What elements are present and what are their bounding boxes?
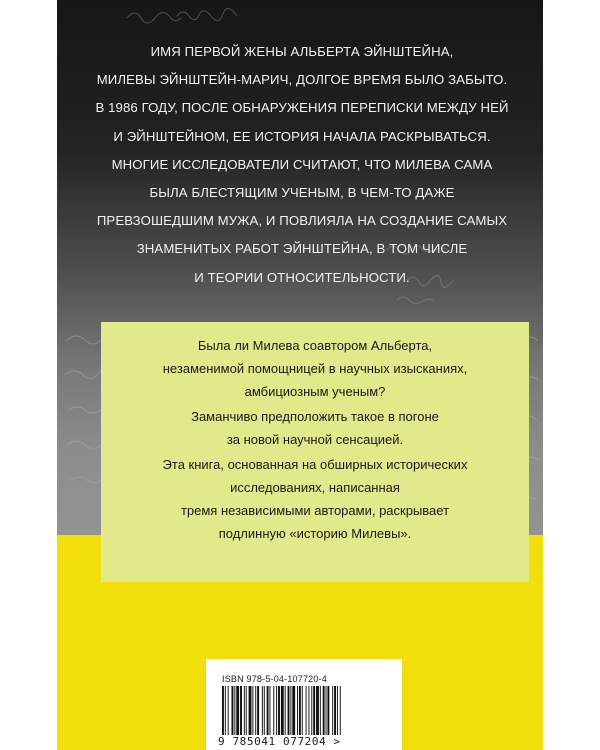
intro-line: И ЭЙНШТЕЙНОМ, ЕЕ ИСТОРИЯ НАЧАЛА РАСКРЫВАТЬСЯ. <box>113 128 491 144</box>
quote-line: амбициозным ученым? <box>244 384 386 399</box>
isbn-label: ISBN 978-5-04-107720-4 <box>222 674 327 684</box>
quote-box <box>101 322 529 582</box>
quote-paragraph <box>101 334 529 545</box>
quote-line: подлинную «историю Милевы». <box>218 526 412 541</box>
quote-line: незаменимой помощницей в научных изысканиях, <box>162 361 468 376</box>
intro-line: ИМЯ ПЕРВОЙ ЖЕНЫ АЛЬБЕРТА ЭЙНШТЕЙНА, <box>150 44 454 59</box>
quote-line: за новой научной сенсацией. <box>226 432 404 447</box>
quote-line: исследованиях, написанная <box>230 480 400 495</box>
barcode-box <box>206 659 402 750</box>
quote-line: Была ли Милева соавтором Альберта, <box>197 338 433 353</box>
intro-line: ЗНАМЕНИТЫХ РАБОТ ЭЙНШТЕЙНА, В ТОМ ЧИСЛЕ <box>136 241 468 257</box>
intro-line: БЫЛА БЛЕСТЯЩИМ УЧЕНЫМ, В ЧЕМ-ТО ДАЖЕ <box>149 184 455 200</box>
intro-line: И ТЕОРИИ ОТНОСИТЕЛЬНОСТИ. <box>194 269 410 285</box>
intro-line: МНОГИЕ ИССЛЕДОВАТЕЛИ СЧИТАЮТ, ЧТО МИЛЕВА САМА <box>111 156 493 172</box>
barcode-number: 9 785041 077204 > <box>218 735 341 748</box>
book-back-cover <box>57 0 543 750</box>
intro-line: ПРЕВЗОШЕДШИМ МУЖА, И ПОВЛИЯЛА НА СОЗДАНИЕ САМЫХ <box>96 213 508 229</box>
intro-line: В 1986 ГОДУ, ПОСЛЕ ОБНАРУЖЕНИЯ ПЕРЕПИСКИ МЕЖДУ НЕЙ <box>95 100 509 116</box>
intro-paragraph <box>75 40 529 294</box>
barcode-icon <box>220 686 392 738</box>
intro-line: МИЛЕВЫ ЭЙНШТЕЙН-МАРИЧ, ДОЛГОЕ ВРЕМЯ БЫЛО ЗАБЫТО. <box>96 72 508 88</box>
quote-line: Заманчиво предположить такое в погоне <box>191 409 439 424</box>
quote-line: тремя независимыми авторами, раскрывает <box>180 503 450 518</box>
quote-line: Эта книга, основанная на обширных исторических <box>162 457 468 472</box>
